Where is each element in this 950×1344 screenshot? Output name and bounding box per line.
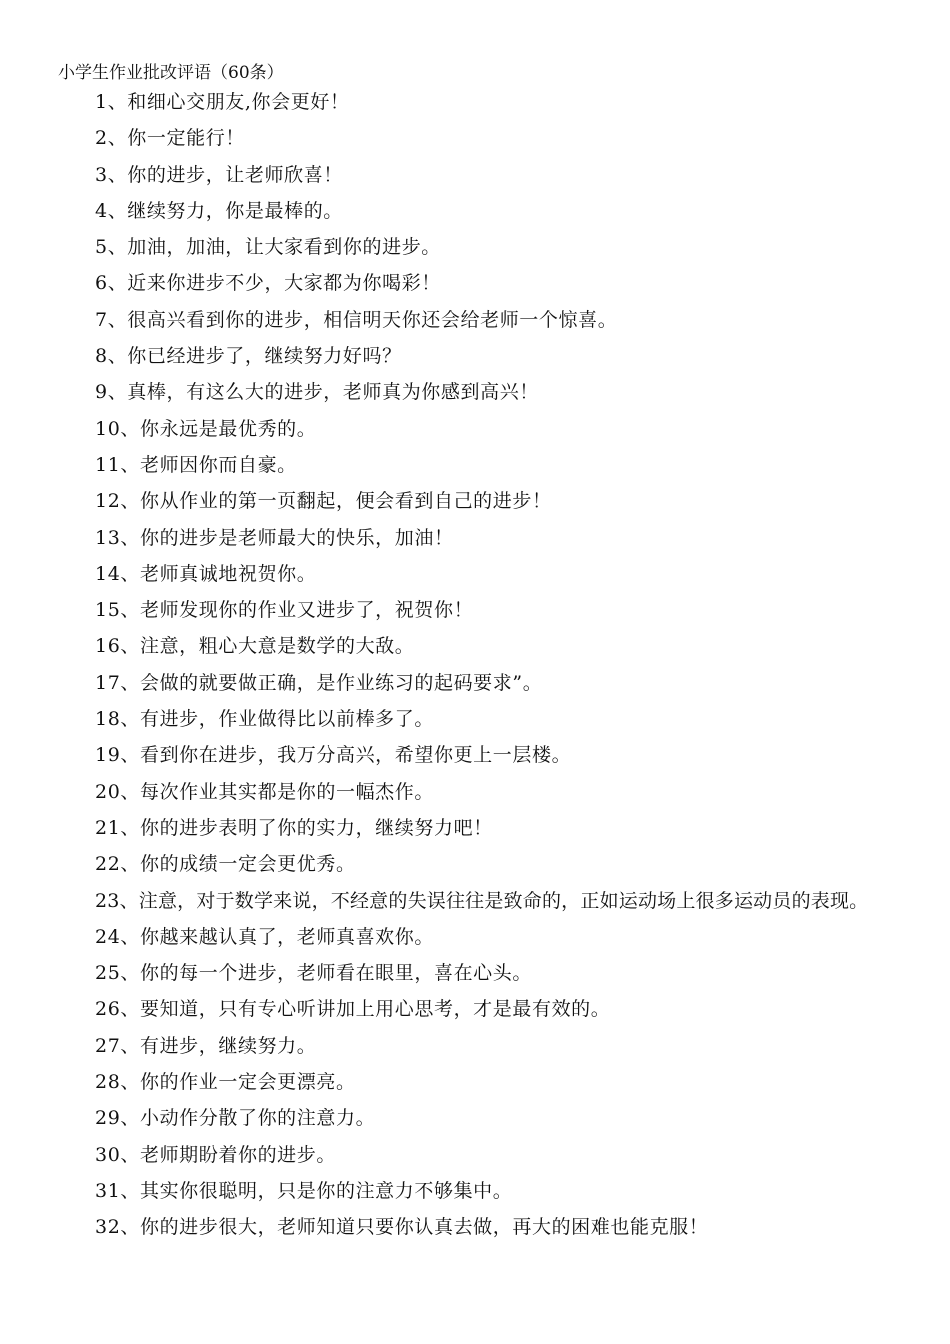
comment-item: 31、其实你很聪明，只是你的注意力不够集中。 bbox=[95, 1179, 513, 1202]
comment-item: 12、你从作业的第一页翻起，便会看到自己的进步！ bbox=[95, 490, 552, 513]
comment-item: 10、你永远是最优秀的。 bbox=[95, 417, 317, 440]
comment-item: 16、注意，粗心大意是数学的大敌。 bbox=[95, 635, 415, 658]
comment-item: 17、会做的就要做正确，是作业练习的起码要求”。 bbox=[95, 671, 543, 694]
comment-item: 6、近来你进步不少，大家都为你喝彩！ bbox=[95, 272, 441, 295]
comment-item: 2、你一定能行！ bbox=[95, 127, 245, 150]
comment-item: 28、你的作业一定会更漂亮。 bbox=[95, 1071, 356, 1094]
comment-item: 21、你的进步表明了你的实力，继续努力吧！ bbox=[95, 816, 493, 839]
comment-item: 4、继续努力，你是最棒的。 bbox=[95, 199, 343, 222]
comment-item: 9、真棒，有这么大的进步，老师真为你感到高兴！ bbox=[95, 381, 539, 404]
comment-item: 18、有进步，作业做得比以前棒多了。 bbox=[95, 708, 434, 731]
comment-item: 13、你的进步是老师最大的快乐，加油！ bbox=[95, 526, 454, 549]
comment-item: 1、和细心交朋友,你会更好！ bbox=[95, 91, 350, 113]
comment-item: 32、你的进步很大，老师知道只要你认真去做，再大的困难也能克服！ bbox=[95, 1216, 709, 1239]
document-title: 小学生作业批改评语（60条） bbox=[58, 63, 284, 83]
comment-item: 22、你的成绩一定会更优秀。 bbox=[95, 853, 356, 876]
comment-item: 25、你的每一个进步，老师看在眼里，喜在心头。 bbox=[95, 962, 532, 985]
comment-item: 20、每次作业其实都是你的一幅杰作。 bbox=[95, 780, 434, 803]
comment-item: 7、很高兴看到你的进步，相信明天你还会给老师一个惊喜。 bbox=[95, 308, 618, 331]
comment-list bbox=[58, 84, 898, 1246]
comment-item: 24、你越来越认真了，老师真喜欢你。 bbox=[95, 925, 434, 948]
comment-item: 19、看到你在进步，我万分高兴，希望你更上一层楼。 bbox=[95, 744, 572, 767]
comment-item: 11、老师因你而自豪。 bbox=[95, 453, 297, 476]
comment-item: 3、你的进步，让老师欣喜！ bbox=[95, 163, 343, 186]
comment-item: 29、小动作分散了你的注意力。 bbox=[95, 1107, 376, 1130]
comment-item: 26、要知道，只有专心听讲加上用心思考，才是最有效的。 bbox=[95, 998, 611, 1021]
comment-item: 15、老师发现你的作业又进步了，祝贺你！ bbox=[95, 599, 474, 622]
comment-item: 14、老师真诚地祝贺你。 bbox=[95, 562, 317, 585]
comment-item: 8、你已经进步了，继续努力好吗？ bbox=[95, 345, 402, 368]
comment-item: 23、注意，对于数学来说，不经意的失误往往是致命的，正如运动场上很多运动员的表现。 bbox=[95, 889, 869, 912]
comment-item: 5、加油，加油，让大家看到你的进步。 bbox=[95, 236, 441, 259]
comment-item: 30、老师期盼着你的进步。 bbox=[95, 1143, 336, 1166]
comment-item: 27、有进步，继续努力。 bbox=[95, 1034, 317, 1057]
